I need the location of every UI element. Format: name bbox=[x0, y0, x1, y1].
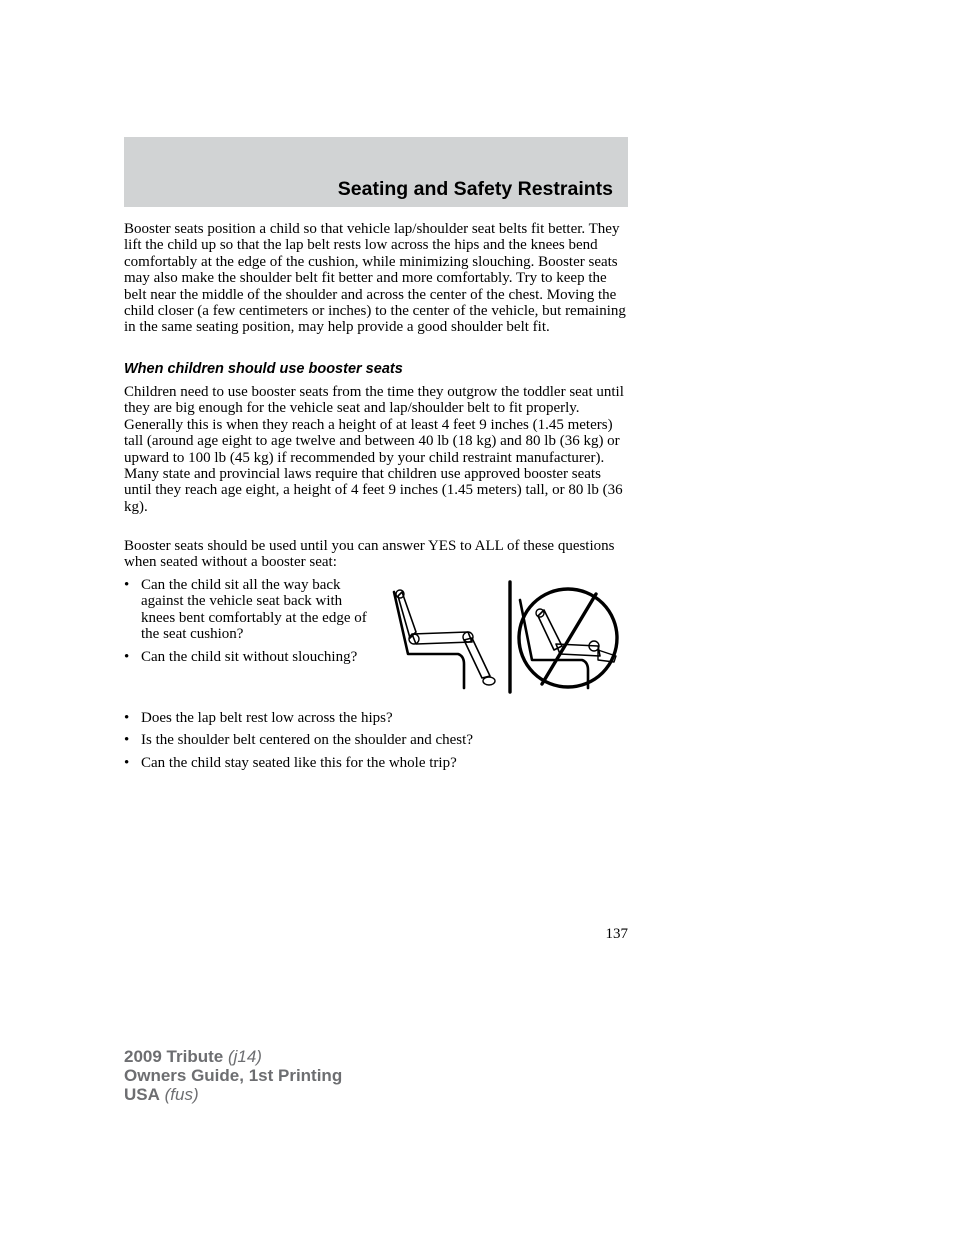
list-item bbox=[124, 755, 624, 771]
seat-outline-correct bbox=[394, 592, 464, 688]
footer-market: USA bbox=[124, 1085, 160, 1104]
booster-seat-posture-illustration bbox=[392, 580, 628, 694]
question-text: Can the child sit without slouching? bbox=[141, 648, 358, 665]
question-text: Can the child sit all the way back against the vehicle seat back with knees bent comfortably at the edge of the seat cushion? bbox=[141, 577, 367, 643]
footer-model: 2009 Tribute bbox=[124, 1047, 224, 1066]
footer-line-market bbox=[124, 1085, 342, 1104]
list-item bbox=[124, 710, 624, 726]
subheading: When children should use booster seats bbox=[124, 361, 403, 377]
child-foot-correct bbox=[483, 677, 495, 685]
list-item bbox=[124, 732, 624, 748]
seated-child-diagram bbox=[392, 580, 628, 694]
seat-outline-incorrect bbox=[520, 600, 588, 688]
footer-model-code: (j14) bbox=[227, 1047, 262, 1066]
intro-paragraph: Booster seats position a child so that vehicle lap/shoulder seat belts fit better. They lift the child up so that the lap belt rests low across the hips and the knees bend comfortably at the edge of the cushion, while minimizing slouching. Booster seats may also make the shoulder belt fit better and more comfortably. Try to keep the belt near the middle of the shoulder and across the center of the chest. Moving the child closer (a few centimeters or inches) to the center of the vehicle, but remaining in the same seating position, may help provide a good shoulder belt fit. bbox=[124, 221, 626, 336]
footer-line-model bbox=[124, 1047, 342, 1066]
footer-market-code: (fus) bbox=[164, 1085, 199, 1104]
footer-edition: Owners Guide, 1st Printing bbox=[124, 1066, 343, 1085]
bullet-icon: • bbox=[124, 648, 130, 665]
bullet-icon: • bbox=[124, 732, 130, 749]
question-list-upper bbox=[124, 577, 379, 671]
child-torso-correct bbox=[398, 592, 416, 638]
question-text: Does the lap belt rest low across the hips? bbox=[141, 710, 393, 726]
questions-intro-paragraph: Booster seats should be used until you can answer YES to ALL of these questions when seated without a booster seat: bbox=[124, 538, 615, 571]
question-list-lower bbox=[124, 710, 624, 777]
list-item bbox=[124, 577, 379, 643]
print-footer bbox=[124, 1047, 342, 1104]
age-height-paragraph: Children need to use booster seats from the time they outgrow the toddler seat until they are big enough for the vehicle seat and lap/shoulder belt to fit properly. Generally this is when they reach a height of at least 4 feet 9 inches (1.45 meters) tall (around age eight to age twelve and between 40 lb (18 kg) and 80 lb (36 kg) or upward to 100 lb (45 kg) if recommended by your child restraint manufacturer). Many state and provincial laws require that children use approved booster seats until they reach age eight, a height of 4 feet 9 inches (1.45 meters) tall, or 80 lb (36 kg). bbox=[124, 384, 624, 515]
footer-line-edition bbox=[124, 1066, 342, 1085]
bullet-icon: • bbox=[124, 754, 130, 771]
list-item bbox=[124, 649, 379, 665]
question-text: Can the child stay seated like this for the whole trip? bbox=[141, 754, 457, 771]
question-text: Is the shoulder belt centered on the shoulder and chest? bbox=[141, 732, 473, 749]
section-header-band bbox=[124, 137, 628, 207]
child-shin-correct bbox=[464, 638, 490, 678]
bullet-icon: • bbox=[124, 710, 130, 726]
page-number: 137 bbox=[605, 926, 628, 942]
bullet-icon: • bbox=[124, 577, 130, 593]
section-title: Seating and Safety Restraints bbox=[337, 178, 613, 200]
